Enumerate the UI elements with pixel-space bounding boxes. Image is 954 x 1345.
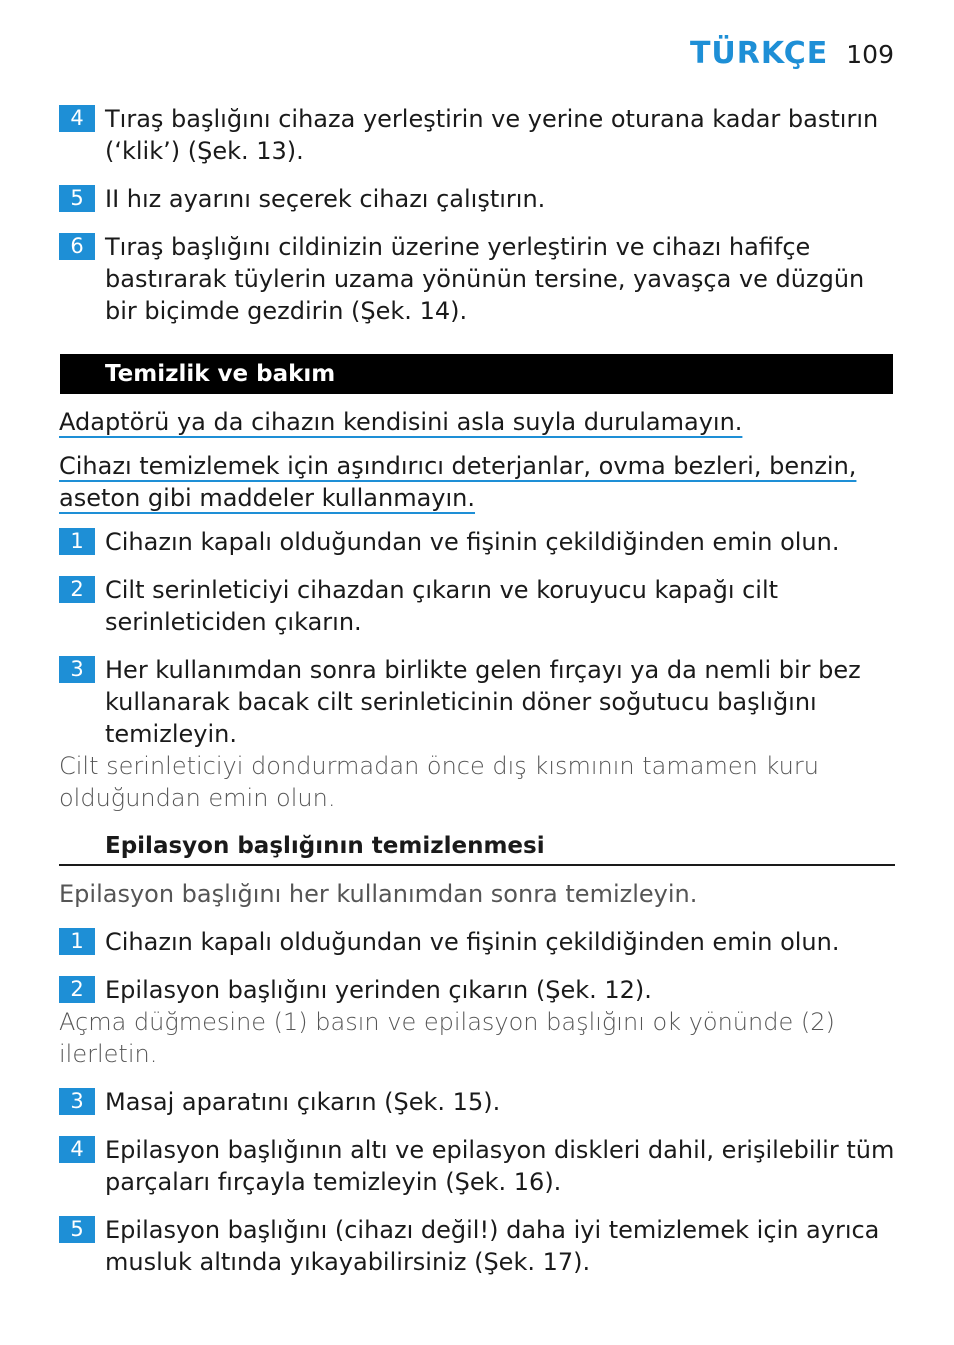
step-number: 4: [59, 1136, 95, 1163]
step-item: [59, 231, 895, 327]
subsection-heading: Epilasyon başlığının temizlenmesi: [59, 830, 895, 866]
step-text: Her kullanımdan sonra birlikte gelen fırçayı ya da nemli bir bez kullanarak bacak cilt serinleticinin döner soğutucu başlığını temizleyin.: [105, 656, 861, 748]
step-number: 3: [59, 656, 95, 683]
step-text: Cihazın kapalı olduğundan ve fişinin çekildiğinden emin olun.: [105, 928, 840, 956]
step-number: 2: [59, 976, 95, 1003]
step-text: Epilasyon başlığının altı ve epilasyon diskleri dahil, erişilebilir tüm parçaları fırçayla temizleyin (Şek. 16).: [105, 1136, 895, 1196]
step-item: [59, 654, 895, 750]
language-label: TÜRKÇE: [689, 36, 829, 71]
page-header: [690, 36, 894, 71]
step-text: Epilasyon başlığını yerinden çıkarın (Şek. 12).: [105, 976, 652, 1004]
step-text: Masaj aparatını çıkarın (Şek. 15).: [105, 1088, 501, 1116]
step-item: [59, 1134, 895, 1198]
step-item: [59, 1214, 895, 1278]
cooler-note: Cilt serinleticiyi dondurmadan önce dış kısmının tamamen kuru olduğundan emin olun.: [59, 752, 819, 812]
step-item: [59, 526, 895, 558]
warning-block: [59, 450, 895, 514]
step-number: 4: [59, 105, 95, 132]
step-item: [59, 1086, 895, 1118]
step-number: 2: [59, 576, 95, 603]
step-text: Tıraş başlığını cildinizin üzerine yerleştirin ve cihazı hafifçe bastırarak tüylerin uzama yönünün tersine, yavaşça ve düzgün bir biçimde gezdirin (Şek. 14).: [105, 233, 865, 325]
step-text: Cihazın kapalı olduğundan ve fişinin çekildiğinden emin olun.: [105, 528, 840, 556]
section-heading: Temizlik ve bakım: [60, 354, 893, 394]
warning-block: [59, 406, 895, 438]
step-number: 3: [59, 1088, 95, 1115]
step-item: [59, 183, 895, 215]
step-text: Epilasyon başlığını (cihazı değil!) daha iyi temizlemek için ayrıca musluk altında yıkayabilirsiniz (Şek. 17).: [105, 1216, 880, 1276]
step-item: [59, 103, 895, 167]
page-number: 109: [846, 40, 894, 69]
step-number: 1: [59, 528, 95, 555]
step-text: Tıraş başlığını cihaza yerleştirin ve yerine oturana kadar bastırın (‘klik’) (Şek. 13).: [105, 105, 879, 165]
step-note: Açma düğmesine (1) basın ve epilasyon başlığını ok yönünde (2) ilerletin.: [59, 1008, 835, 1068]
warning-text: Adaptörü ya da cihazın kendisini asla suyla durulamayın.: [59, 408, 743, 436]
subsection-intro: Epilasyon başlığını her kullanımdan sonra temizleyin.: [59, 880, 698, 908]
step-number: 5: [59, 1216, 95, 1243]
warning-text: Cihazı temizlemek için aşındırıcı deterjanlar, ovma bezleri, benzin, aseton gibi maddeler kullanmayın.: [59, 452, 857, 512]
step-number: 6: [59, 233, 95, 260]
page-content: [59, 103, 895, 1278]
step-text: II hız ayarını seçerek cihazı çalıştırın.: [105, 185, 546, 213]
step-number: 1: [59, 928, 95, 955]
step-item: [59, 974, 895, 1006]
step-text: Cilt serinleticiyi cihazdan çıkarın ve koruyucu kapağı cilt serinleticiden çıkarın.: [105, 576, 779, 636]
step-item: [59, 574, 895, 638]
step-number: 5: [59, 185, 95, 212]
step-item: [59, 926, 895, 958]
